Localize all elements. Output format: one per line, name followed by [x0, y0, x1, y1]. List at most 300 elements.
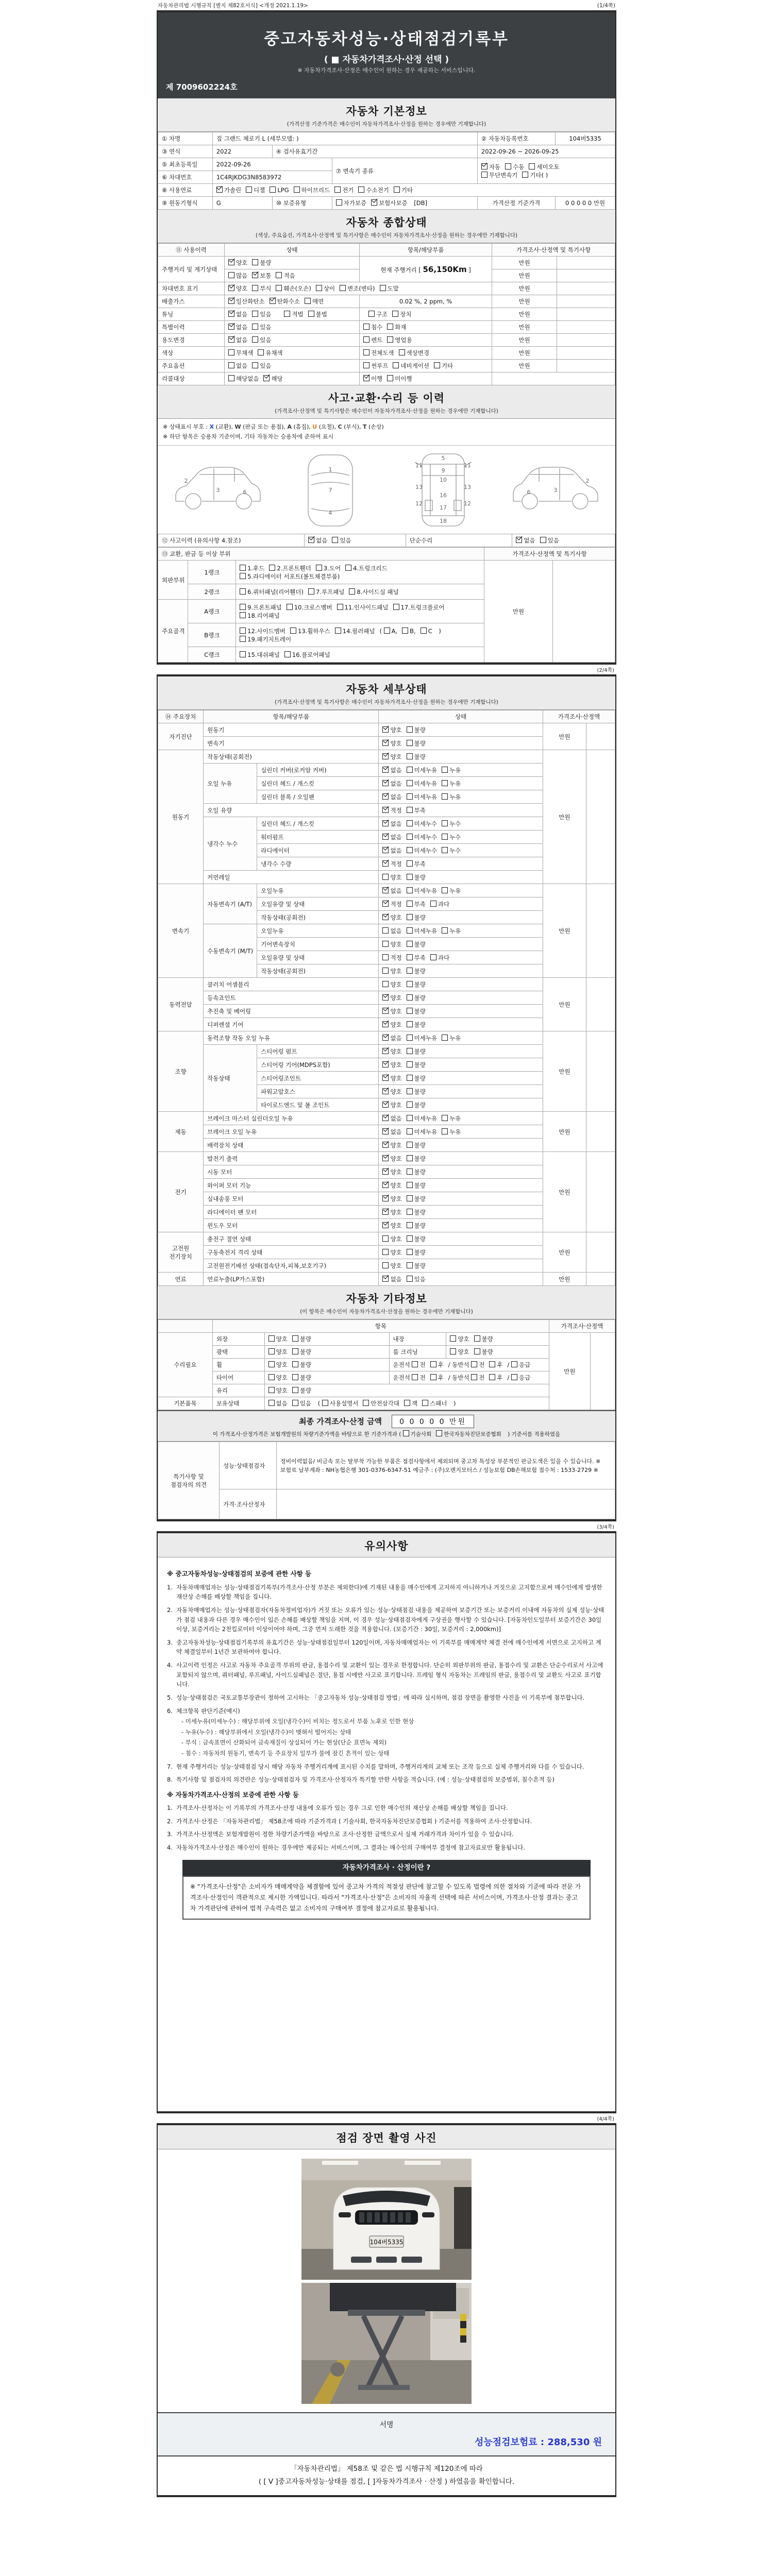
state-cell — [379, 1192, 543, 1206]
table-cell — [360, 360, 492, 372]
section-accident-head — [158, 385, 615, 419]
checkbox-option: 6.쿼터패널(리어휀더) — [240, 588, 304, 596]
price-cell: 만원 — [543, 1273, 586, 1286]
checkbox-option: 양호 — [382, 1088, 401, 1095]
document-sheet — [157, 0, 616, 2497]
text: 가격조사·산정액 및 특기사항 — [512, 550, 587, 558]
table-cell — [158, 334, 225, 347]
section-basic-info-head — [158, 98, 615, 132]
final-note-suffix: ) 기준서를 적용하였음 — [506, 1431, 561, 1438]
checkbox-option: 양호 — [382, 1249, 401, 1256]
checkbox-unchecked-icon — [382, 941, 389, 947]
item-label: 브레이크 오일 누유 — [204, 1125, 379, 1139]
signature-label: 서명 — [379, 2421, 394, 2430]
checkbox-unchecked-icon — [394, 187, 400, 193]
notice-body — [158, 1557, 615, 2111]
checkbox-option: 양호 — [382, 1182, 401, 1189]
checkbox-option: 양호 — [382, 1222, 401, 1229]
insurance-fee: 성능점검보험료 : 288,530 원 — [474, 2437, 602, 2448]
checkbox-option: 색상변경 — [399, 349, 429, 357]
table-cell — [225, 372, 360, 385]
checkbox-option: 한국자동차진단보증협회 — [436, 1431, 501, 1437]
damage-code-letter: C — [338, 423, 342, 430]
checkbox-unchecked-icon — [442, 793, 448, 800]
item-label: 오일유량 및 상태 — [257, 951, 379, 964]
checkbox-unchecked-icon — [392, 311, 398, 317]
notice-item-number: 3. — [167, 1831, 173, 1838]
item-label: 타이로드엔드 및 볼 조인트 — [257, 1098, 379, 1112]
checkbox-checked-icon — [382, 753, 389, 759]
text: 리콜대상 — [162, 375, 185, 382]
checkbox-option: 있음 — [540, 537, 559, 544]
remark-cell — [586, 1031, 615, 1112]
device-group-label: 제동 — [158, 1112, 204, 1152]
item-label: 배력장치 상태 — [204, 1139, 379, 1152]
checkbox-unchecked-icon — [471, 1361, 477, 1367]
table-cell — [158, 171, 213, 184]
checkbox-checked-icon — [382, 901, 389, 907]
checkbox-checked-icon — [263, 375, 270, 381]
table-cell — [556, 132, 615, 145]
checkbox-option: 18.리어패널 — [240, 612, 280, 619]
checkbox-option: 양호 — [382, 1048, 401, 1055]
checkbox-option: 양호 — [228, 259, 247, 266]
state-cell — [379, 964, 543, 978]
inspection-photo-front — [301, 2159, 472, 2280]
checkbox-unchecked-icon — [269, 565, 275, 571]
checkbox-unchecked-icon — [268, 1387, 275, 1393]
text: 배출가스 — [162, 298, 185, 305]
checkbox-unchecked-icon — [471, 1374, 477, 1380]
item-label: 클러치 어셈블리 — [204, 978, 379, 991]
checkbox-checked-icon — [382, 1101, 389, 1108]
checkbox-option: 12.사이드멤버 — [240, 628, 285, 635]
checkbox-option: 있음 — [407, 1276, 426, 1283]
document-header — [158, 12, 615, 98]
checkbox-option: 자가보증 — [336, 199, 366, 207]
remark-cell — [586, 978, 615, 1031]
checkbox-unchecked-icon — [407, 1035, 413, 1041]
checkbox-unchecked-icon — [511, 1374, 517, 1380]
table-cell — [158, 347, 225, 360]
checkbox-option: 양호 — [382, 874, 401, 881]
state-cell — [379, 1273, 543, 1286]
checkbox-unchecked-icon — [252, 285, 258, 291]
table-cell — [556, 197, 615, 210]
text: / 동반석 — [448, 1374, 472, 1382]
item-label: 실린더 헤드 / 개스킷 — [257, 817, 379, 831]
checkbox-option: 불법 — [308, 311, 327, 318]
checkbox-option: 양호 — [382, 1168, 401, 1176]
checkbox-option: 양호 — [382, 994, 401, 1002]
item-label: 작동상태(공회전) — [204, 750, 379, 764]
text: 만원 — [518, 285, 530, 292]
state-cell — [379, 1072, 543, 1085]
table-cell — [225, 308, 360, 321]
item-label: 오일 유량 — [204, 804, 379, 817]
checkbox-option: A, — [384, 628, 398, 635]
checkbox-option: 미세누수 — [407, 834, 437, 841]
checkbox-option: 불량 — [407, 1209, 426, 1216]
checkbox-unchecked-icon — [442, 927, 448, 934]
checkbox-option: 불량 — [407, 1155, 426, 1162]
checkbox-option: 썬루프 — [363, 362, 388, 369]
state-cell — [379, 1125, 543, 1139]
checkbox-unchecked-icon — [407, 1222, 413, 1228]
checkbox-unchecked-icon — [505, 163, 511, 170]
checkbox-option: 불량 — [407, 1182, 426, 1189]
damage-code-letter: U — [312, 423, 317, 430]
checkbox-option: 부족 — [407, 901, 426, 908]
checkbox-unchecked-icon — [316, 285, 322, 291]
table-cell — [360, 347, 492, 360]
checkbox-unchecked-icon — [407, 753, 413, 759]
checkbox-option: 누수 — [442, 834, 461, 841]
page-marker-1: (1/4쪽) — [597, 3, 615, 9]
price-cell: 만원 — [543, 1152, 586, 1232]
checkbox-option: 과다 — [430, 901, 449, 908]
checkbox-option: 양호 — [450, 1348, 469, 1355]
checkbox-unchecked-icon — [258, 349, 264, 355]
checkbox-unchecked-icon — [284, 311, 290, 317]
table-cell — [225, 244, 360, 257]
checkbox-unchecked-icon — [407, 1008, 413, 1014]
item-label: 실린더 블록 / 오일팬 — [257, 790, 379, 804]
checkbox-unchecked-icon — [442, 780, 448, 786]
sub-group-label: 작동상태 — [204, 1045, 257, 1112]
table-cell — [276, 1442, 615, 1489]
state-cell — [379, 1165, 543, 1179]
checkbox-option: 미세누유 — [407, 1035, 437, 1042]
checkbox-option: 렌트 — [363, 336, 382, 344]
checkbox-option: 미세누수 — [407, 820, 437, 827]
document-note: ※ 자동차가격조사·산정은 매수인이 원하는 경우 제공하는 서비스입니다. — [297, 67, 476, 74]
checkbox-option: 누유 — [442, 1035, 461, 1042]
item-label: 윈도우 모터 — [204, 1219, 379, 1232]
table-cell — [212, 1371, 264, 1384]
checkbox-unchecked-icon — [407, 807, 413, 813]
checkbox-option: 적정 — [382, 954, 401, 961]
item-label: 오일유량 및 상태 — [257, 897, 379, 911]
checkbox-unchecked-icon — [363, 336, 369, 343]
section-notice-title: 유의사항 — [364, 1540, 409, 1553]
device-group-label: 전기 — [158, 1152, 204, 1232]
checkbox-option: 없음 — [228, 324, 247, 331]
checkbox-option: 후 — [430, 1374, 444, 1381]
confirmation-text — [158, 2456, 615, 2495]
notice-item-text: 중고자동차성능·상태점검기록부의 유효기간은 성능·상태점검일부터 120일이며, 자동차매매업자는 이 기록부를 매매계약 체결 전에 매수인에게 서면으로 고지하고 계약 체결일부터 1년간 보관하여야 합니다. — [176, 1638, 601, 1656]
checkbox-option: 불량 — [407, 1262, 426, 1269]
notice-item — [167, 1829, 606, 1839]
checkbox-unchecked-icon — [349, 588, 355, 595]
table-cell — [236, 561, 484, 584]
notice-item-number: 2. — [167, 1817, 173, 1825]
state-cell — [379, 1085, 543, 1098]
item-label: 기어변속장치 — [257, 938, 379, 951]
text: ⑪ 사용이력 — [176, 246, 207, 253]
table-cell — [557, 282, 615, 295]
checkbox-unchecked-icon — [430, 1374, 436, 1380]
checkbox-checked-icon — [371, 199, 377, 206]
checkbox-option: 수동 — [505, 163, 524, 171]
table-cell — [236, 600, 484, 623]
inspection-photos — [158, 2149, 615, 2412]
notice-item-text: 사고이력 인정은 사고로 자동차 주요골격 부위의 판금, 용접수리 및 교환이 있는 경우로 한정합니다. 단순히 외판부위의 판금, 용접수리 및 교환은 단순수리로서 사고에 포함되지 않으며, 쿼터패널, 루프패널, 사이드실패널은 절단, 용접 시에만 사고로 표기합니다. 프레임 형식 자동차는 프레임의 판금, 용접수리 및 교환도 사고로 표기합니다. — [176, 1662, 603, 1688]
table-cell — [158, 184, 213, 197]
checkbox-option: 양호 — [268, 1348, 288, 1355]
checkbox-unchecked-icon — [529, 163, 535, 170]
table-cell — [512, 534, 615, 547]
checkbox-option: LPG — [270, 187, 289, 194]
text: 보유상태 — [216, 1400, 240, 1408]
checkbox-unchecked-icon — [407, 1235, 413, 1242]
checkbox-checked-icon — [382, 1115, 389, 1121]
notice-heading: ※ 자동차가격조사·산정의 보증에 관한 사항 등 — [167, 1790, 299, 1799]
price-cell: 만원 — [543, 1112, 586, 1152]
final-price-label: 최종 가격조사·산정 금액 — [299, 1417, 382, 1427]
checkbox-unchecked-icon — [407, 1048, 413, 1054]
text: ② 자동차등록번호 — [481, 135, 529, 142]
checkbox-unchecked-icon — [345, 565, 351, 571]
checkbox-unchecked-icon — [382, 1235, 389, 1242]
checkbox-option: 미세누유 — [407, 887, 437, 894]
checkbox-option: 누유 — [442, 780, 461, 787]
panel-number: 12 — [463, 500, 471, 507]
section-overall-head — [158, 210, 615, 243]
checkbox-unchecked-icon — [287, 604, 293, 610]
checkbox-option: 불량 — [474, 1335, 493, 1343]
checkbox-unchecked-icon — [268, 1335, 275, 1342]
checkbox-unchecked-icon — [292, 1374, 298, 1380]
notice-item-text: 특기사항 및 점검자의 의견란은 성능·상태점검자 및 가격조사·산정자가 특기할 만한 사항을 적습니다. (예 : 성능·상태점검의 보증범위, 침수흔적 등) — [176, 1776, 554, 1784]
checkbox-unchecked-icon — [450, 1335, 456, 1342]
notice-item-number: 5. — [167, 1693, 173, 1701]
checkbox-unchecked-icon — [540, 537, 546, 543]
notice-item-number: 2. — [167, 1606, 173, 1614]
checkbox-option: 불량 — [292, 1348, 311, 1355]
checkbox-option: 전 — [412, 1374, 425, 1381]
table-cell — [225, 321, 360, 334]
device-group-label: 변속기 — [158, 884, 204, 978]
table-cell — [360, 372, 492, 385]
confirmation-line-2: ( [ V ]중고자동차성능·상태를 점검, [ ]자동차가격조사 · 산정 ) 하였음을 확인합니다. — [258, 2477, 515, 2486]
accident-history-table — [158, 534, 615, 547]
damage-code-legend — [158, 419, 615, 446]
checkbox-option: 과다 — [430, 954, 449, 961]
state-cell — [379, 884, 543, 897]
table-cell — [360, 321, 492, 334]
checkbox-option: 13.휠하우스 — [290, 628, 330, 635]
checkbox-unchecked-icon — [240, 588, 246, 595]
checkbox-unchecked-icon — [382, 981, 389, 987]
sub-group-label: 자동변속기 (A/T) — [204, 884, 257, 924]
table-cell — [225, 334, 360, 347]
checkbox-checked-icon — [382, 1035, 389, 1041]
table-cell — [212, 1397, 264, 1410]
checkbox-option: 응급 — [511, 1361, 530, 1368]
checkbox-option: 적정 — [382, 901, 401, 908]
device-group-label: 고전원 전기장치 — [158, 1232, 204, 1273]
text: ⑦ 변속기 종류 — [335, 167, 374, 175]
panel-rank-table — [158, 547, 615, 663]
item-label: 스티어링 기어(MDPS포함) — [257, 1058, 379, 1072]
checkbox-checked-icon — [382, 1128, 389, 1134]
panel-number: 4 — [328, 510, 332, 517]
checkbox-option: 불량 — [252, 259, 271, 266]
checkbox-unchecked-icon — [316, 565, 322, 571]
table-cell — [158, 1397, 213, 1410]
state-cell — [379, 1179, 543, 1192]
item-label: 시동 모터 — [204, 1165, 379, 1179]
table-cell — [225, 282, 492, 295]
text: 특별이력 — [162, 324, 185, 331]
checkbox-option: 없음 — [382, 927, 401, 935]
text: 유리 — [216, 1387, 228, 1395]
checkbox-option: 불량 — [407, 740, 426, 747]
checkbox-unchecked-icon — [407, 874, 413, 880]
checkbox-option: 없음 — [382, 1035, 401, 1042]
table-cell — [188, 647, 236, 663]
text: 주요옵션 — [162, 362, 185, 369]
table-cell — [212, 1359, 264, 1371]
table-cell — [158, 132, 213, 145]
checkbox-option: 있음 — [252, 324, 271, 331]
table-cell — [360, 257, 492, 282]
checkbox-checked-icon — [308, 537, 314, 543]
checkbox-option: 16.플로어패널 — [284, 651, 330, 658]
text: 용도변경 — [162, 336, 185, 344]
checkbox-option: 누유 — [442, 927, 461, 935]
checkbox-checked-icon — [382, 793, 389, 800]
text: 0.02 %, 2 ppm, % — [399, 298, 452, 305]
table-cell — [264, 1397, 549, 1410]
section-overall-subtitle: (색상, 주요옵션, 가격조사·산정액 및 특기사항은 매수인이 자동차가격조사·산정을 원하는 경우에만 기재합니다) — [255, 232, 517, 239]
notice-item — [167, 1775, 606, 1785]
checkbox-unchecked-icon — [270, 187, 276, 193]
checkbox-checked-icon — [382, 1209, 389, 1215]
checkbox-option: 하이브리드 — [294, 187, 330, 194]
state-cell — [379, 817, 543, 831]
text: ⑬ 교환, 판금 등 이상 부위 — [162, 550, 231, 558]
checkbox-checked-icon — [382, 740, 389, 746]
price-cell: 만원 — [543, 884, 586, 978]
checkbox-option: 양호 — [382, 981, 401, 988]
table-cell — [406, 534, 512, 547]
text: ① 차명 — [162, 135, 181, 142]
checkbox-option: 8.사이드실 패널 — [349, 588, 398, 596]
checkbox-option: 해당 — [263, 375, 282, 382]
notice-item-number: 7. — [167, 1762, 173, 1770]
checkbox-checked-icon — [216, 187, 223, 193]
state-cell — [379, 764, 543, 777]
checkbox-unchecked-icon — [474, 1348, 480, 1354]
notice-item — [167, 1638, 606, 1657]
checkbox-option: 스패너 — [422, 1400, 447, 1407]
checkbox-option: 없음 — [382, 834, 401, 841]
text: 가격산정 기준가격 — [492, 199, 541, 207]
checkbox-unchecked-icon — [407, 793, 413, 800]
checkbox-unchecked-icon — [380, 285, 386, 291]
panel-number: 9 — [441, 467, 445, 474]
notice-item-text: 가격조사·산정은 「자동차관리법」 제58조에 따라 기준가격과 ( 기술사회, 한국자동차진단보증협회 ) 기준서를 적용하여 조사·산정합니다. — [176, 1817, 532, 1825]
text: ⑤ 최초등록일 — [162, 161, 198, 168]
checkbox-option: 수소전기 — [358, 187, 389, 194]
checkbox-option: 양호 — [268, 1387, 288, 1394]
panel-number: 1 — [328, 466, 332, 473]
text: 0 0 0 0 0 만원 — [565, 199, 606, 207]
table-cell — [264, 1346, 389, 1359]
checkbox-option: 양호 — [450, 1335, 469, 1343]
checkbox-option: 세미오토 — [529, 163, 559, 171]
checkbox-option: 부족 — [407, 807, 426, 814]
checkbox-option: 불량 — [407, 1008, 426, 1015]
checkbox-unchecked-icon — [252, 311, 258, 317]
checkbox-option: 불량 — [407, 968, 426, 975]
table-cell — [158, 1442, 220, 1519]
car-top-diagram — [281, 451, 379, 531]
table-cell — [188, 623, 236, 647]
checkbox-unchecked-icon — [442, 887, 448, 893]
table-cell — [225, 257, 360, 269]
damage-code-desc: (교환), — [214, 423, 235, 430]
price-cell: 만원 — [543, 978, 586, 1031]
panel-number: 16 — [439, 492, 447, 499]
checkbox-checked-icon — [228, 336, 234, 343]
checkbox-option: 불량 — [292, 1335, 311, 1343]
checkbox-checked-icon — [382, 1276, 389, 1282]
item-label: 파워고압호스 — [257, 1085, 379, 1098]
checkbox-unchecked-icon — [421, 628, 427, 634]
checkbox-checked-icon — [382, 1061, 389, 1067]
checkbox-unchecked-icon — [292, 1335, 298, 1342]
damage-code-desc: (판금 또는 용접), — [241, 423, 288, 430]
panel-number: 13 — [463, 484, 471, 491]
checkbox-option: 부족 — [407, 860, 426, 868]
sub-group-label: 냉각수 누수 — [204, 817, 257, 871]
item-label: 연료누출(LP가스포함) — [204, 1273, 379, 1286]
item-label: 브레이크 마스터 실린더오일 누유 — [204, 1112, 379, 1125]
table-cell — [219, 1442, 276, 1489]
checkbox-unchecked-icon — [422, 1400, 428, 1406]
table-cell — [188, 584, 236, 600]
text: 2022-09-26 — [216, 161, 251, 168]
table-cell — [492, 308, 557, 321]
table-cell — [549, 1333, 590, 1410]
panel-number: 13 — [415, 484, 423, 491]
checkbox-checked-icon — [382, 726, 389, 733]
table-cell — [236, 647, 484, 663]
price-cell: 만원 — [543, 1232, 586, 1273]
checkbox-unchecked-icon — [240, 636, 246, 642]
text: ⑧ 사용연료 — [162, 187, 192, 194]
checkbox-option: B, — [402, 628, 416, 635]
item-label: 커먼레일 — [204, 871, 379, 884]
checkbox-unchecked-icon — [412, 1374, 418, 1380]
final-note-prefix: 이 가격조사·산정가격은 보험개발원의 차량기준가액을 바탕으로 한 기준가격과 ( — [212, 1431, 403, 1438]
text: 주요골격 — [162, 627, 185, 635]
state-cell — [379, 857, 543, 871]
checkbox-checked-icon — [382, 1088, 389, 1094]
table-cell — [212, 132, 477, 145]
checkbox-option: 구조 — [368, 311, 388, 318]
text: 외장 — [216, 1335, 228, 1343]
section-photos-title: 점검 장면 촬영 사진 — [336, 2132, 437, 2145]
table-cell — [158, 1320, 213, 1333]
checkbox-unchecked-icon — [358, 187, 364, 193]
table-cell — [360, 308, 492, 321]
checkbox-unchecked-icon — [407, 954, 413, 960]
section-accident-subtitle: (가격조사·산정액 및 특기사항은 매수인이 자동차가격조사·산정을 원하는 경우에만 기재합니다) — [275, 408, 498, 414]
